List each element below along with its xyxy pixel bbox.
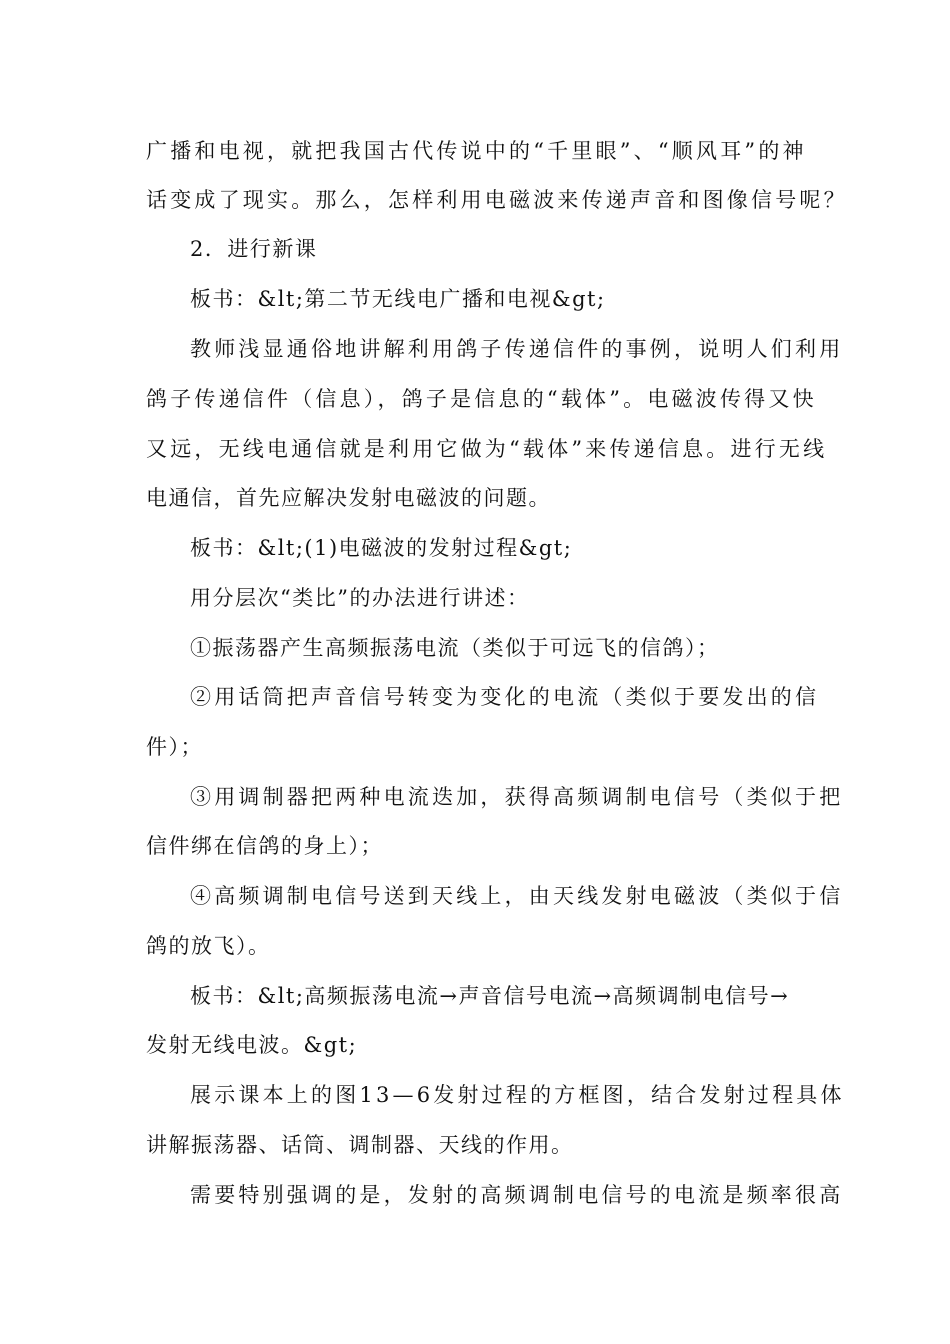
paragraph-line: 鸽子传递信件（信息），鸽子是信息的“载体”。电磁波传得又快	[146, 387, 817, 411]
board-note: 板书：&lt;(1)电磁波的发射过程&gt;	[190, 536, 573, 560]
list-item-continuation: 鸽的放飞）。	[146, 934, 271, 958]
list-item: ①振荡器产生高频振荡电流（类似于可远飞的信鸽）；	[190, 636, 720, 660]
list-item: ③用调制器把两种电流迭加，获得高频调制电信号（类似于把	[190, 785, 844, 809]
paragraph-line: 又远，无线电通信就是利用它做为“载体”来传递信息。进行无线	[146, 437, 828, 461]
paragraph-line: 教师浅显通俗地讲解利用鸽子传递信件的事例，说明人们利用	[190, 337, 844, 361]
board-note: 板书：&lt;高频振荡电流→声音信号电流→高频调制电信号→	[190, 984, 790, 1008]
paragraph-line: 需要特别强调的是，发射的高频调制电信号的电流是频率很高	[190, 1183, 844, 1207]
paragraph-line: 电通信，首先应解决发射电磁波的问题。	[146, 486, 551, 510]
section-heading: 2．进行新课	[190, 237, 318, 261]
list-item-continuation: 信件绑在信鸽的身上）；	[146, 834, 383, 858]
paragraph-line: 用分层次“类比”的办法进行讲述：	[190, 586, 530, 610]
board-note-continuation: 发射无线电波。&gt;	[146, 1033, 358, 1057]
paragraph-line: 广播和电视，就把我国古代传说中的“千里眼”、“顺风耳”的神	[146, 139, 807, 163]
board-note: 板书：&lt;第二节无线电广播和电视&gt;	[190, 287, 606, 311]
paragraph-line: 展示课本上的图13—6发射过程的方框图，结合发射过程具体	[190, 1083, 845, 1107]
list-item-continuation: 件）；	[146, 735, 203, 759]
paragraph-line: 话变成了现实。那么，怎样利用电磁波来传递声音和图像信号呢？	[146, 188, 848, 212]
list-item: ②用话筒把声音信号转变为变化的电流（类似于要发出的信	[190, 685, 820, 709]
list-item: ④高频调制电信号送到天线上，由天线发射电磁波（类似于信	[190, 884, 844, 908]
paragraph-line: 讲解振荡器、话筒、调制器、天线的作用。	[146, 1133, 574, 1157]
